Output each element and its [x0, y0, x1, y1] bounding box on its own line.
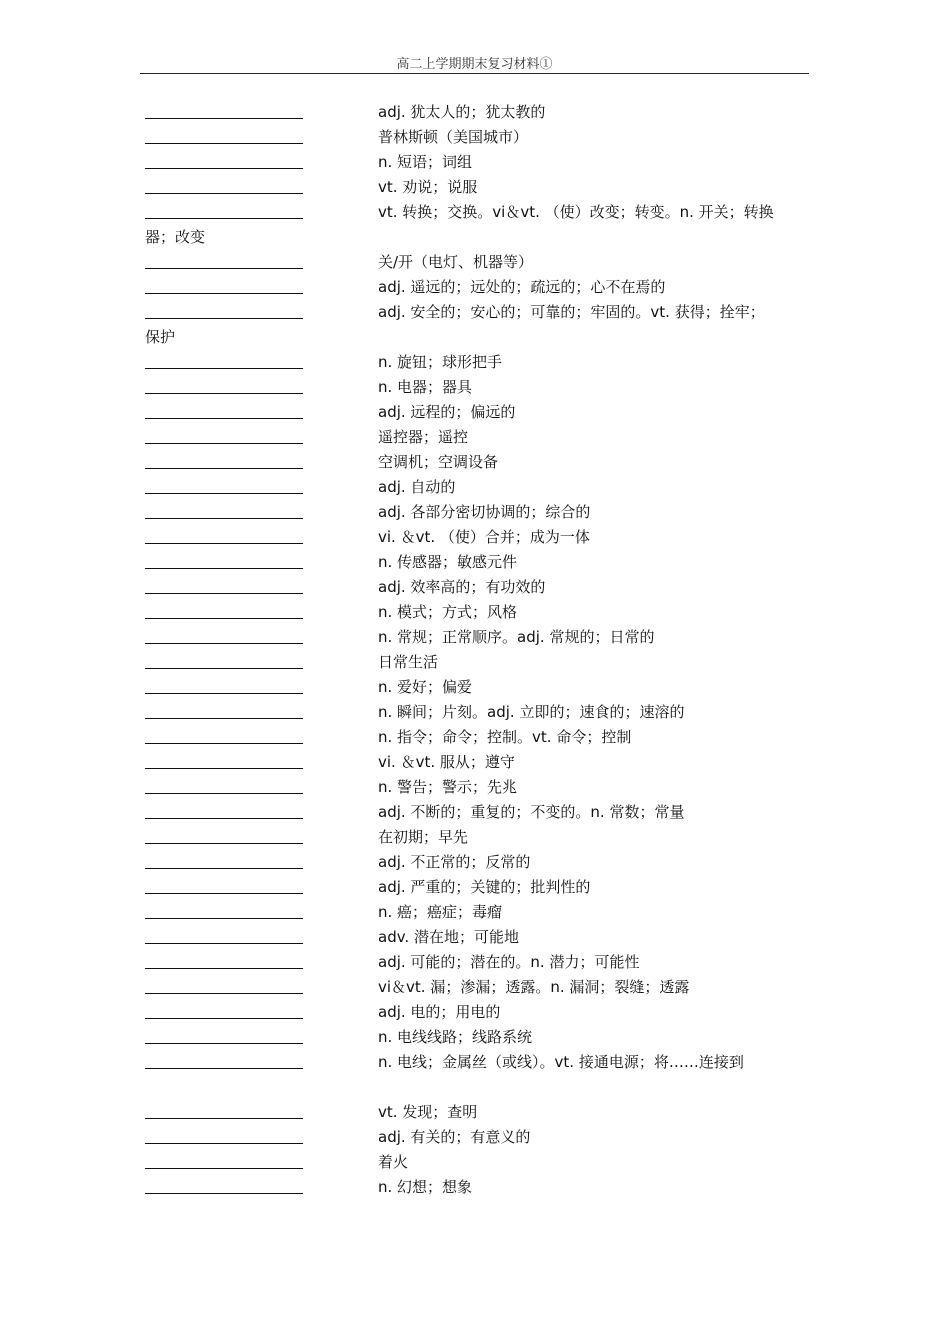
vocab-row [0, 650, 950, 675]
definition-text: n. 瞬间；片刻。adj. 立即的；速食的；速溶的 [378, 703, 685, 721]
vocab-row [0, 800, 950, 825]
answer-blank [145, 393, 303, 394]
definition-text: vi. ＆vt. （使）合并；成为一体 [378, 528, 590, 546]
answer-blank [145, 893, 303, 894]
vocab-row [0, 300, 950, 325]
definition-text: n. 电线；金属丝（或线）。vt. 接通电源；将……连接到 [378, 1053, 744, 1071]
answer-blank [145, 143, 303, 144]
answer-blank [145, 1043, 303, 1044]
vocab-row [0, 425, 950, 450]
vocab-row [0, 475, 950, 500]
vocab-row [0, 1100, 950, 1125]
answer-blank [145, 218, 303, 219]
definition-continuation: 器；改变 [145, 228, 206, 246]
answer-blank [145, 443, 303, 444]
definition-continuation: 保护 [145, 328, 176, 346]
definition-text: adj. 不正常的；反常的 [378, 853, 531, 871]
definition-text: 关/开（电灯、机器等） [378, 253, 534, 271]
vocab-row [0, 1125, 950, 1150]
answer-blank [145, 193, 303, 194]
answer-blank [145, 643, 303, 644]
answer-blank [145, 518, 303, 519]
answer-blank [145, 918, 303, 919]
answer-blank [145, 843, 303, 844]
definition-text: n. 幻想；想象 [378, 1178, 473, 1196]
vocab-row [0, 725, 950, 750]
answer-blank [145, 593, 303, 594]
page-title: 高二上学期期末复习材料① [396, 57, 553, 72]
answer-blank [145, 618, 303, 619]
vocab-row [0, 125, 950, 150]
definition-text: adj. 远程的；偏远的 [378, 403, 516, 421]
vocabulary-list [0, 100, 950, 1200]
definition-text: 遥控器；遥控 [378, 428, 469, 446]
definition-text: 日常生活 [378, 653, 439, 671]
vocab-row [0, 675, 950, 700]
vocab-row [0, 1025, 950, 1050]
answer-blank [145, 168, 303, 169]
definition-text: vi. ＆vt. 服从；遵守 [378, 753, 515, 771]
vocab-row [0, 450, 950, 475]
definition-text: 在初期；早先 [378, 828, 469, 846]
definition-text: adj. 自动的 [378, 478, 456, 496]
answer-blank [145, 818, 303, 819]
vocab-row [0, 850, 950, 875]
definition-text: 普林斯顿（美国城市） [378, 128, 529, 146]
vocab-row [0, 700, 950, 725]
definition-text: 着火 [378, 1153, 409, 1171]
definition-text: n. 指令；命令；控制。vt. 命令；控制 [378, 728, 632, 746]
vocab-row [0, 175, 950, 200]
vocab-row [0, 775, 950, 800]
vocab-row [0, 100, 950, 125]
vocab-row [0, 1175, 950, 1200]
answer-blank [145, 943, 303, 944]
definition-text: n. 癌；癌症；毒瘤 [378, 903, 503, 921]
vocab-row [0, 1150, 950, 1175]
vocab-row [0, 1050, 950, 1075]
definition-text: n. 短语；词组 [378, 153, 473, 171]
answer-blank [145, 718, 303, 719]
answer-blank [145, 668, 303, 669]
answer-blank [145, 1168, 303, 1169]
answer-blank [145, 968, 303, 969]
answer-blank [145, 1118, 303, 1119]
definition-text: vt. 转换；交换。vi＆vt. （使）改变；转变。n. 开关；转换 [378, 203, 774, 221]
vocab-row [0, 825, 950, 850]
vocab-row [0, 750, 950, 775]
answer-blank [145, 868, 303, 869]
definition-text: n. 模式；方式；风格 [378, 603, 518, 621]
answer-blank [145, 793, 303, 794]
definition-text: vt. 劝说；说服 [378, 178, 478, 196]
definition-continuation-row [0, 325, 950, 350]
vocab-row [0, 375, 950, 400]
answer-blank [145, 293, 303, 294]
vocab-row [0, 150, 950, 175]
vocab-row [0, 925, 950, 950]
vocab-row [0, 975, 950, 1000]
definition-text: adj. 可能的；潜在的。n. 潜力；可能性 [378, 953, 640, 971]
page-header [140, 56, 809, 74]
vocab-row [0, 1000, 950, 1025]
answer-blank [145, 693, 303, 694]
vocab-row [0, 875, 950, 900]
definition-text: adj. 严重的；关键的；批判性的 [378, 878, 591, 896]
vocab-row [0, 950, 950, 975]
vocab-row [0, 525, 950, 550]
vocab-row [0, 550, 950, 575]
vocab-row [0, 250, 950, 275]
answer-blank [145, 1193, 303, 1194]
definition-text: adj. 犹太人的；犹太教的 [378, 103, 546, 121]
answer-blank [145, 118, 303, 119]
definition-text: adj. 有关的；有意义的 [378, 1128, 531, 1146]
answer-blank [145, 1068, 303, 1069]
answer-blank [145, 1018, 303, 1019]
answer-blank [145, 468, 303, 469]
answer-blank [145, 418, 303, 419]
vocab-row [0, 900, 950, 925]
definition-text: adj. 不断的；重复的；不变的。n. 常数；常量 [378, 803, 685, 821]
definition-continuation-row [0, 1075, 950, 1100]
definition-text: n. 传感器；敏感元件 [378, 553, 518, 571]
vocab-row [0, 625, 950, 650]
definition-text: n. 电线线路；线路系统 [378, 1028, 533, 1046]
vocab-row [0, 350, 950, 375]
definition-text: adj. 安全的；安心的；可靠的；牢固的。vt. 获得；拴牢； [378, 303, 765, 321]
vocab-row [0, 200, 950, 225]
definition-text: adj. 电的；用电的 [378, 1003, 501, 1021]
answer-blank [145, 543, 303, 544]
vocab-row [0, 275, 950, 300]
answer-blank [145, 368, 303, 369]
vocab-row [0, 575, 950, 600]
answer-blank [145, 268, 303, 269]
definition-continuation-row [0, 225, 950, 250]
vocab-row [0, 400, 950, 425]
definition-text: adj. 效率高的；有功效的 [378, 578, 546, 596]
answer-blank [145, 568, 303, 569]
definition-text: adj. 遥远的；远处的；疏远的；心不在焉的 [378, 278, 666, 296]
definition-text: n. 旋钮；球形把手 [378, 353, 503, 371]
answer-blank [145, 1143, 303, 1144]
answer-blank [145, 318, 303, 319]
answer-blank [145, 743, 303, 744]
definition-text: adj. 各部分密切协调的；综合的 [378, 503, 591, 521]
answer-blank [145, 768, 303, 769]
vocab-row [0, 600, 950, 625]
vocab-row [0, 500, 950, 525]
definition-text: vt. 发现；查明 [378, 1103, 478, 1121]
definition-text: adv. 潜在地；可能地 [378, 928, 519, 946]
definition-text: n. 电器；器具 [378, 378, 473, 396]
definition-text: n. 常规；正常顺序。adj. 常规的；日常的 [378, 628, 655, 646]
answer-blank [145, 493, 303, 494]
answer-blank [145, 993, 303, 994]
definition-text: vi＆vt. 漏；渗漏；透露。n. 漏洞；裂缝；透露 [378, 978, 690, 996]
definition-text: n. 警告；警示；先兆 [378, 778, 518, 796]
definition-text: 空调机；空调设备 [378, 453, 499, 471]
definition-text: n. 爱好；偏爱 [378, 678, 473, 696]
